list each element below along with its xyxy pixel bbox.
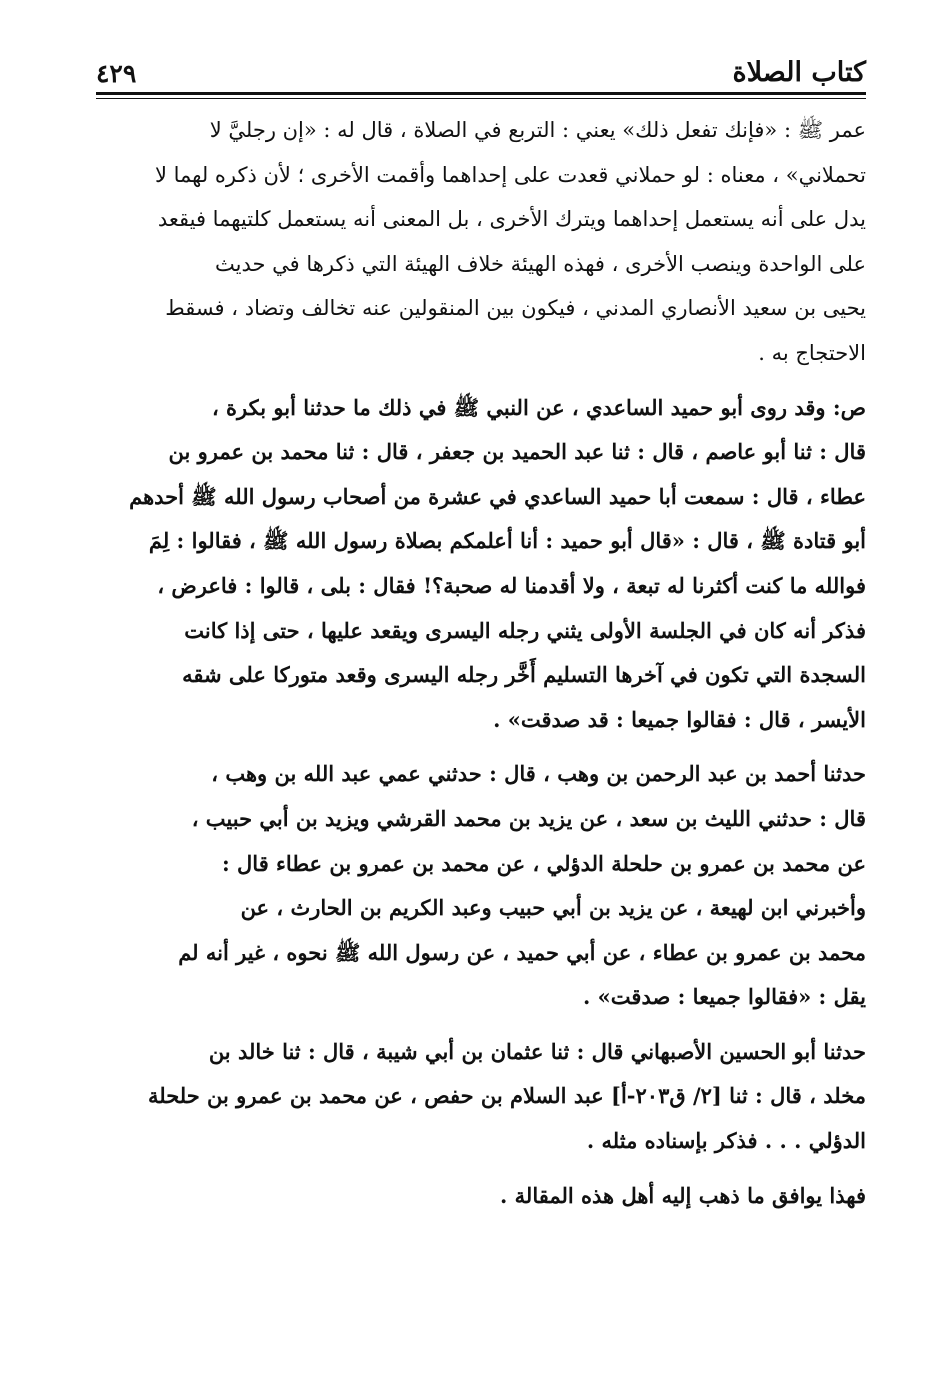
text-line: فذكر أنه كان في الجلسة الأولى يثني رجله اليسرى ويقعد عليها ، حتى إذا كانت [184, 617, 866, 643]
text-line: ص: وقد روى أبو حميد الساعدي ، عن النبي ﷺ في ذلك ما حدثنا أبو بكرة ، [211, 394, 866, 420]
text-line: عن محمد بن عمرو بن حلحلة الدؤلي ، عن محمد بن عمرو بن عطاء قال : [221, 850, 866, 876]
text-line: حدثنا أبو الحسين الأصبهاني قال : ثنا عثمان بن أبي شيبة ، قال : ثنا خالد بن [208, 1038, 866, 1064]
text-line: يقل : «فقالوا جميعا : صدقت» . [583, 984, 866, 1010]
header-rule-thin [96, 98, 866, 99]
header-rule [96, 92, 866, 95]
paragraph [96, 108, 866, 376]
text-line: عمر ﷺ : «فإنك تفعل ذلك» يعني : التربع في الصلاة ، قال له : «إن رجليَّ لا [209, 118, 866, 142]
text-line: يحيى بن سعيد الأنصاري المدني ، فيكون بين المنقولين عنه تخالف وتضاد ، فسقط [165, 296, 866, 321]
text-line: حدثنا أحمد بن عبد الرحمن بن وهب ، قال : حدثني عمي عبد الله بن وهب ، [211, 761, 866, 787]
text-line: يدل على أنه يستعمل إحداهما ويترك الأخرى ، بل المعنى أنه يستعمل كلتيهما فيقعد [157, 207, 866, 232]
paragraph [96, 1030, 866, 1164]
text-line: الأيسر ، قال : فقالوا جميعا : قد صدقت» . [493, 706, 866, 732]
text-line: قال : حدثني الليث بن سعد ، عن يزيد بن محمد القرشي ويزيد بن أبي حبيب ، [191, 805, 866, 831]
text-line: فوالله ما كنت أكثرنا له تبعة ، ولا أقدمنا له صحبة؟! فقال : بلى ، قالوا : فاعرض ، [157, 572, 866, 598]
paragraph [96, 1174, 866, 1219]
text-line: السجدة التي تكون في آخرها التسليم أَخَّر رجله اليسرى وقعد متوركا على شقه [182, 662, 866, 688]
chapter-title: كتاب الصلاة [732, 57, 866, 88]
text-line: محمد بن عمرو بن عطاء ، عن أبي حميد ، عن رسول الله ﷺ نحوه ، غير أنه لم [178, 939, 866, 965]
text-line: قال : ثنا أبو عاصم ، قال : ثنا عبد الحميد بن جعفر ، قال : ثنا محمد بن عمرو بن [168, 439, 866, 465]
page-header [96, 48, 866, 88]
text-line: عطاء ، قال : سمعت أبا حميد الساعدي في عشرة من أصحاب رسول الله ﷺ أحدهم [129, 483, 866, 509]
text-line: على الواحدة وينصب الأخرى ، فهذه الهيئة خلاف الهيئة التي ذكرها في حديث [215, 251, 866, 276]
text-line: وأخبرني ابن لهيعة ، عن يزيد بن أبي حبيب وعبد الكريم بن الحارث ، عن [240, 895, 866, 921]
page-number: ٤٢٩ [96, 59, 137, 88]
text-line: الدؤلي . . . فذكر بإسناده مثله . [586, 1128, 866, 1154]
page-body [96, 108, 866, 1347]
text-line: فهذا يوافق ما ذهب إليه أهل هذه المقالة . [500, 1182, 866, 1208]
text-line: تحملاني» ، معناه : لو حملاني قعدت على إحداهما وأقمت الأخرى ؛ لأن ذكره لهما لا [154, 162, 866, 187]
text-line: أبو قتادة ﷺ ، قال : «قال أبو حميد : أنا أعلمكم بصلاة رسول الله ﷺ ، فقالوا : لِمَ [148, 528, 866, 554]
text-line: الاحتجاج به . [758, 340, 866, 365]
paragraph [96, 386, 866, 743]
paragraph [96, 752, 866, 1020]
text-line: مخلد ، قال : ثنا [٢/ ق٢٠٣-أ] عبد السلام بن حفص ، عن محمد بن عمرو بن حلحلة [148, 1083, 866, 1109]
